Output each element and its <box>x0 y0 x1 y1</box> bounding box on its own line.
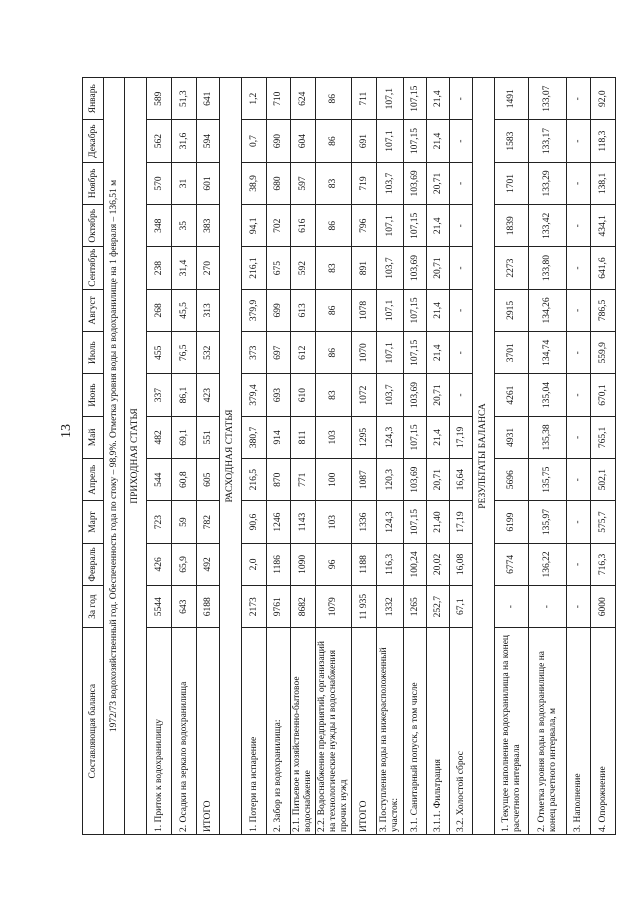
column-header: Февраль <box>83 543 104 585</box>
value-cell: 118,3 <box>591 120 616 162</box>
value-cell: 680 <box>267 162 291 204</box>
row-label: 4. Опорожнение <box>591 628 616 835</box>
table-row <box>147 78 172 835</box>
value-cell: 348 <box>147 205 172 247</box>
value-cell: 719 <box>352 162 377 204</box>
value-cell: 96 <box>316 543 352 585</box>
value-cell: - <box>567 78 591 120</box>
row-label: 1. Текущее наполнение водохранилища на конец расчетного интервала <box>495 628 529 835</box>
value-cell: 379,4 <box>242 374 267 416</box>
value-cell: 610 <box>291 374 316 416</box>
row-label: 3. Поступление воды на нижерасположенный участок: <box>377 628 404 835</box>
value-cell: - <box>450 247 473 289</box>
value-cell: 11 935 <box>352 586 377 628</box>
value-cell: 492 <box>197 543 220 585</box>
value-cell: 383 <box>197 205 220 247</box>
value-cell: 67,1 <box>450 586 473 628</box>
value-cell: 86 <box>316 289 352 331</box>
value-cell: 1265 <box>404 586 427 628</box>
value-cell: 6000 <box>591 586 616 628</box>
column-header: За год <box>83 586 104 628</box>
value-cell: 455 <box>147 332 172 374</box>
value-cell: 31 <box>172 162 197 204</box>
value-cell: 133,80 <box>529 247 567 289</box>
value-cell: 21,4 <box>427 78 450 120</box>
value-cell: 570 <box>147 162 172 204</box>
table-row <box>267 78 291 835</box>
value-cell: - <box>567 332 591 374</box>
value-cell: 796 <box>352 205 377 247</box>
value-cell: 502,1 <box>591 459 616 501</box>
value-cell: - <box>450 332 473 374</box>
value-cell: 379,9 <box>242 289 267 331</box>
column-header: Январь <box>83 78 104 120</box>
value-cell: 675 <box>267 247 291 289</box>
row-label: 3.1.1. Фильтрация <box>427 628 450 835</box>
value-cell: 811 <box>291 416 316 458</box>
value-cell: 17,19 <box>450 416 473 458</box>
value-cell: 135,97 <box>529 501 567 543</box>
value-cell: 337 <box>147 374 172 416</box>
column-header: Июнь <box>83 374 104 416</box>
value-cell: 20,71 <box>427 374 450 416</box>
value-cell: 697 <box>267 332 291 374</box>
value-cell: - <box>495 586 529 628</box>
value-cell: 21,4 <box>427 205 450 247</box>
value-cell: 699 <box>267 289 291 331</box>
value-cell: 786,5 <box>591 289 616 331</box>
value-cell: 107,15 <box>404 120 427 162</box>
value-cell: 31,6 <box>172 120 197 162</box>
column-header: Июль <box>83 332 104 374</box>
value-cell: 103 <box>316 501 352 543</box>
value-cell: 710 <box>267 78 291 120</box>
value-cell: 38,9 <box>242 162 267 204</box>
value-cell: 891 <box>352 247 377 289</box>
value-cell: 3701 <box>495 332 529 374</box>
value-cell: 870 <box>267 459 291 501</box>
value-cell: 914 <box>267 416 291 458</box>
value-cell: 21,4 <box>427 120 450 162</box>
value-cell: 641 <box>197 78 220 120</box>
value-cell: 1839 <box>495 205 529 247</box>
row-label: ИТОГО <box>352 628 377 835</box>
value-cell: 107,1 <box>377 78 404 120</box>
value-cell: 670,1 <box>591 374 616 416</box>
value-cell: 1072 <box>352 374 377 416</box>
value-cell: - <box>450 120 473 162</box>
table-row <box>404 78 427 835</box>
value-cell: - <box>567 501 591 543</box>
value-cell: 1332 <box>377 586 404 628</box>
value-cell: - <box>567 416 591 458</box>
row-label: 2. Осадки на зеркало водохранилища <box>172 628 197 835</box>
value-cell: 562 <box>147 120 172 162</box>
value-cell: 83 <box>316 374 352 416</box>
value-cell: 21,40 <box>427 501 450 543</box>
value-cell: 107,15 <box>404 416 427 458</box>
value-cell: - <box>567 247 591 289</box>
column-header: Август <box>83 289 104 331</box>
value-cell: 2273 <box>495 247 529 289</box>
value-cell: 702 <box>267 205 291 247</box>
row-label: 1. Потери на испарение <box>242 628 267 835</box>
table-row <box>427 78 450 835</box>
value-cell: 592 <box>291 247 316 289</box>
row-label: 2.2. Водоснабжение предприятий, организаций на технологические нужды и водоснабжения прочих нужд <box>316 628 352 835</box>
value-cell: 103,69 <box>404 162 427 204</box>
value-cell: 1186 <box>267 543 291 585</box>
value-cell: 60,8 <box>172 459 197 501</box>
value-cell: 616 <box>291 205 316 247</box>
value-cell: 134,26 <box>529 289 567 331</box>
value-cell: - <box>567 459 591 501</box>
value-cell: 92,0 <box>591 78 616 120</box>
value-cell: 9761 <box>267 586 291 628</box>
value-cell: 17,19 <box>450 501 473 543</box>
balance-sheet <box>82 77 608 835</box>
column-header: Март <box>83 501 104 543</box>
value-cell: 103,7 <box>377 374 404 416</box>
value-cell: 20,02 <box>427 543 450 585</box>
value-cell: 782 <box>197 501 220 543</box>
value-cell: 116,3 <box>377 543 404 585</box>
value-cell: - <box>567 120 591 162</box>
value-cell: 135,04 <box>529 374 567 416</box>
section-title: ПРИХОДНАЯ СТАТЬЯ <box>125 78 147 835</box>
value-cell: 597 <box>291 162 316 204</box>
value-cell: - <box>567 586 591 628</box>
value-cell: 270 <box>197 247 220 289</box>
table-row <box>591 78 616 835</box>
page-number: 13 <box>59 424 74 438</box>
table-row <box>197 78 220 835</box>
value-cell: 107,15 <box>404 332 427 374</box>
table-row <box>291 78 316 835</box>
row-label: ИТОГО <box>197 628 220 835</box>
value-cell: 138,1 <box>591 162 616 204</box>
value-cell: 86 <box>316 205 352 247</box>
value-cell: 575,7 <box>591 501 616 543</box>
value-cell: - <box>567 162 591 204</box>
value-cell: 133,42 <box>529 205 567 247</box>
value-cell: 612 <box>291 332 316 374</box>
value-cell: 20,71 <box>427 247 450 289</box>
value-cell: 65,9 <box>172 543 197 585</box>
value-cell: 716,3 <box>591 543 616 585</box>
year-note: 1972/73 водохозяйственный год. Обеспеченность года по стоку – 98,9%. Отметка уровня воды в водохранилище на 1 февраля – 136,51 м <box>104 78 125 835</box>
value-cell: 0,7 <box>242 120 267 162</box>
value-cell: 107,1 <box>377 332 404 374</box>
value-cell: 107,1 <box>377 205 404 247</box>
row-label: 2. Отметка уровня воды в водохранилище на конец расчетного интервала, м <box>529 628 567 835</box>
value-cell: 6188 <box>197 586 220 628</box>
value-cell: 380,7 <box>242 416 267 458</box>
value-cell: 423 <box>197 374 220 416</box>
value-cell: 711 <box>352 78 377 120</box>
table-row <box>242 78 267 835</box>
value-cell: 83 <box>316 247 352 289</box>
value-cell: - <box>450 205 473 247</box>
row-label: 2.1. Питьевое и хозяйственно-бытовое водоснабжение <box>291 628 316 835</box>
value-cell: 559,9 <box>591 332 616 374</box>
value-cell: 83 <box>316 162 352 204</box>
value-cell: 313 <box>197 289 220 331</box>
value-cell: 86,1 <box>172 374 197 416</box>
value-cell: 544 <box>147 459 172 501</box>
value-cell: 21,4 <box>427 332 450 374</box>
column-header: Октябрь <box>83 205 104 247</box>
value-cell: 76,5 <box>172 332 197 374</box>
column-header: Май <box>83 416 104 458</box>
value-cell: 86 <box>316 120 352 162</box>
value-cell: 1246 <box>267 501 291 543</box>
table-row <box>316 78 352 835</box>
value-cell: 86 <box>316 332 352 374</box>
value-cell: - <box>567 289 591 331</box>
value-cell: 136,22 <box>529 543 567 585</box>
water-balance-table <box>82 77 616 835</box>
value-cell: 589 <box>147 78 172 120</box>
value-cell: 2,0 <box>242 543 267 585</box>
value-cell: 134,74 <box>529 332 567 374</box>
value-cell: 135,75 <box>529 459 567 501</box>
value-cell: 107,1 <box>377 120 404 162</box>
column-header: Сентябрь <box>83 247 104 289</box>
value-cell: 1079 <box>316 586 352 628</box>
value-cell: 94,1 <box>242 205 267 247</box>
value-cell: 21,4 <box>427 416 450 458</box>
value-cell: 690 <box>267 120 291 162</box>
value-cell: 4261 <box>495 374 529 416</box>
row-label: 3. Наполнение <box>567 628 591 835</box>
value-cell: - <box>450 374 473 416</box>
value-cell: 765,1 <box>591 416 616 458</box>
header-label-col: Составляющая баланса <box>83 628 104 835</box>
value-cell: 133,07 <box>529 78 567 120</box>
value-cell: 45,5 <box>172 289 197 331</box>
value-cell: 100 <box>316 459 352 501</box>
value-cell: 103,69 <box>404 459 427 501</box>
value-cell: - <box>450 162 473 204</box>
value-cell: 5544 <box>147 586 172 628</box>
value-cell: 124,3 <box>377 416 404 458</box>
section-title: РАСХОДНАЯ СТАТЬЯ <box>220 78 242 835</box>
value-cell: 107,15 <box>404 289 427 331</box>
value-cell: - <box>529 586 567 628</box>
value-cell: 594 <box>197 120 220 162</box>
value-cell: 103,7 <box>377 247 404 289</box>
value-cell: 693 <box>267 374 291 416</box>
table-row <box>377 78 404 835</box>
value-cell: 1,2 <box>242 78 267 120</box>
value-cell: 21,4 <box>427 289 450 331</box>
value-cell: 35 <box>172 205 197 247</box>
row-label: 3.2. Холостой сброс <box>450 628 473 835</box>
value-cell: 16,64 <box>450 459 473 501</box>
value-cell: 1090 <box>291 543 316 585</box>
value-cell: 238 <box>147 247 172 289</box>
value-cell: 86 <box>316 78 352 120</box>
value-cell: 1070 <box>352 332 377 374</box>
value-cell: 216,1 <box>242 247 267 289</box>
value-cell: 605 <box>197 459 220 501</box>
value-cell: - <box>567 205 591 247</box>
value-cell: 373 <box>242 332 267 374</box>
value-cell: 51,3 <box>172 78 197 120</box>
value-cell: 723 <box>147 501 172 543</box>
value-cell: 103,69 <box>404 374 427 416</box>
value-cell: 1491 <box>495 78 529 120</box>
table-row <box>352 78 377 835</box>
value-cell: 6199 <box>495 501 529 543</box>
value-cell: 434,1 <box>591 205 616 247</box>
value-cell: 133,17 <box>529 120 567 162</box>
value-cell: 1336 <box>352 501 377 543</box>
value-cell: 482 <box>147 416 172 458</box>
value-cell: 107,1 <box>377 289 404 331</box>
value-cell: 1078 <box>352 289 377 331</box>
value-cell: 1583 <box>495 120 529 162</box>
value-cell: 120,3 <box>377 459 404 501</box>
table-row <box>529 78 567 835</box>
value-cell: 532 <box>197 332 220 374</box>
value-cell: 691 <box>352 120 377 162</box>
value-cell: 133,29 <box>529 162 567 204</box>
value-cell: 135,38 <box>529 416 567 458</box>
row-label: 2. Забор из водохранилища: <box>267 628 291 835</box>
value-cell: 124,3 <box>377 501 404 543</box>
value-cell: 216,5 <box>242 459 267 501</box>
value-cell: - <box>450 78 473 120</box>
table-row <box>567 78 591 835</box>
value-cell: - <box>450 289 473 331</box>
value-cell: 643 <box>172 586 197 628</box>
rotated-table-frame <box>82 77 608 835</box>
value-cell: 2915 <box>495 289 529 331</box>
value-cell: 551 <box>197 416 220 458</box>
table-row <box>450 78 473 835</box>
column-header: Декабрь <box>83 120 104 162</box>
value-cell: 268 <box>147 289 172 331</box>
value-cell: 103,7 <box>377 162 404 204</box>
value-cell: 107,15 <box>404 78 427 120</box>
value-cell: 20,71 <box>427 162 450 204</box>
table-row <box>172 78 197 835</box>
value-cell: 771 <box>291 459 316 501</box>
column-header: Апрель <box>83 459 104 501</box>
value-cell: 1295 <box>352 416 377 458</box>
value-cell: 20,71 <box>427 459 450 501</box>
value-cell: 1188 <box>352 543 377 585</box>
row-label: 3.1. Санитарный попуск, в том числе <box>404 628 427 835</box>
value-cell: 604 <box>291 120 316 162</box>
value-cell: 613 <box>291 289 316 331</box>
value-cell: 103 <box>316 416 352 458</box>
value-cell: 100,24 <box>404 543 427 585</box>
value-cell: 641,6 <box>591 247 616 289</box>
value-cell: 59 <box>172 501 197 543</box>
column-header: Ноябрь <box>83 162 104 204</box>
value-cell: - <box>567 374 591 416</box>
value-cell: 6774 <box>495 543 529 585</box>
row-label: 1. Приток к водохранилищу <box>147 628 172 835</box>
value-cell: 31,4 <box>172 247 197 289</box>
value-cell: 107,15 <box>404 501 427 543</box>
value-cell: 601 <box>197 162 220 204</box>
table-row <box>495 78 529 835</box>
value-cell: 5696 <box>495 459 529 501</box>
value-cell: 1143 <box>291 501 316 543</box>
value-cell: 90,6 <box>242 501 267 543</box>
section-title: РЕЗУЛЬТАТЫ БАЛАНСА <box>473 78 495 835</box>
value-cell: 107,15 <box>404 205 427 247</box>
value-cell: 624 <box>291 78 316 120</box>
value-cell: 16,08 <box>450 543 473 585</box>
value-cell: 69,1 <box>172 416 197 458</box>
value-cell: 426 <box>147 543 172 585</box>
value-cell: 1701 <box>495 162 529 204</box>
value-cell: 1087 <box>352 459 377 501</box>
value-cell: 2173 <box>242 586 267 628</box>
value-cell: - <box>567 543 591 585</box>
value-cell: 103,69 <box>404 247 427 289</box>
value-cell: 252,7 <box>427 586 450 628</box>
value-cell: 8682 <box>291 586 316 628</box>
value-cell: 4931 <box>495 416 529 458</box>
